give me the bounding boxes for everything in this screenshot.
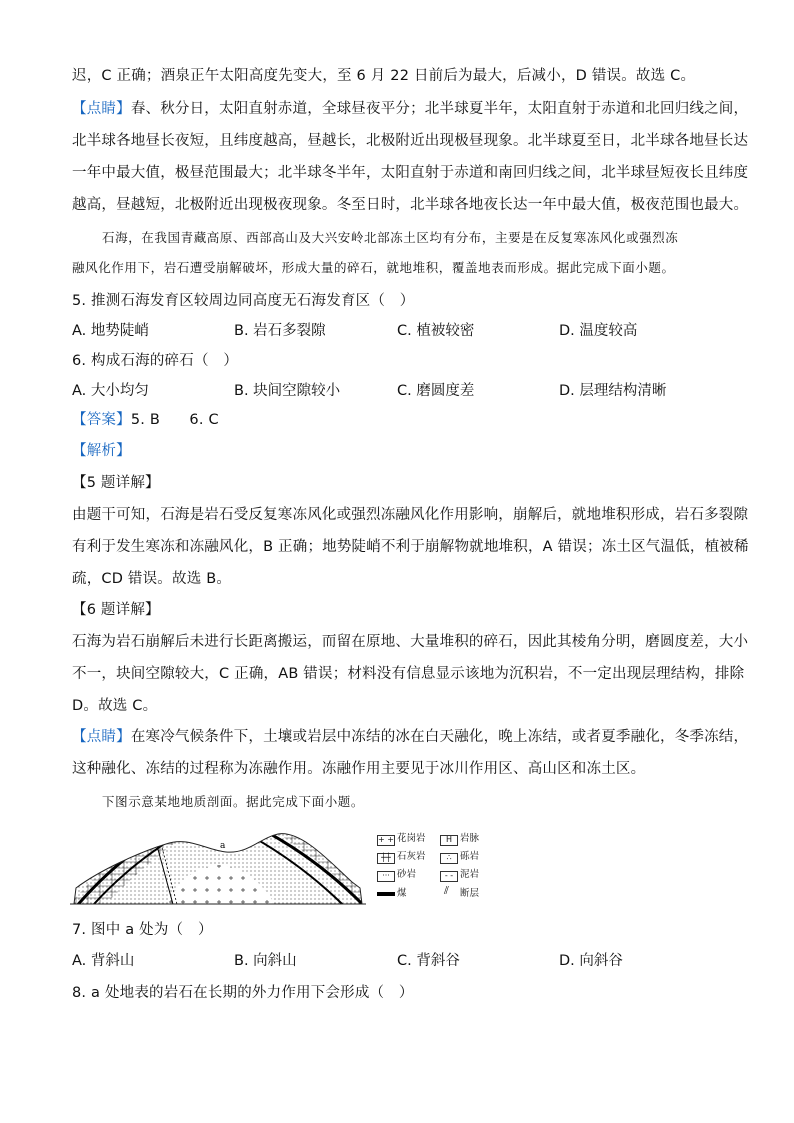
legend-coal-label: 煤	[397, 888, 407, 899]
q5-option-b: B. 岩石多裂隙	[234, 323, 326, 339]
mudstone-swatch: - -	[440, 871, 458, 882]
legend-fault-label: 断层	[460, 888, 480, 899]
q7-option-b: B. 向斜山	[234, 953, 297, 969]
q7-option-a: A. 背斜山	[72, 953, 135, 969]
text-line: 疏，CD 错误。故选 B。	[72, 571, 232, 587]
conglomerate-swatch: ∴	[440, 853, 458, 864]
q5-option-a: A. 地势陡峭	[72, 323, 149, 339]
fault-swatch: ⫽	[444, 884, 449, 897]
detail-6-tag: 【6 题详解】	[72, 602, 160, 618]
q6-option-a: A. 大小均匀	[72, 383, 149, 399]
text-line: 北半球各地昼长夜短，且纬度越高，昼越长，北极附近出现极昼现象。北半球夏至日，北半球各地昼长达	[72, 133, 749, 149]
dianjing-2-line-1	[72, 727, 749, 747]
legend-limestone-label: 石灰岩	[397, 851, 426, 862]
legend-granite-label: 花岗岩	[397, 833, 426, 844]
answer-line	[72, 410, 724, 430]
text-line: 在寒冷气候条件下，土壤或岩层中冻结的冰在白天融化，晚上冻结，或者夏季融化，冬季冻结，	[130, 729, 749, 745]
question-8-stem: 8. a 处地表的岩石在长期的外力作用下会形成（ ）	[72, 985, 414, 1001]
question-5-stem: 5. 推测石海发育区较周边同高度无石海发育区（ ）	[72, 293, 415, 309]
intro-text: 融风化作用下，岩石遭受崩解破坏，形成大量的碎石，就地堆积，覆盖地表而形成。据此完成下面小题。	[72, 260, 675, 275]
q6-option-d: D. 层理结构清晰	[559, 383, 667, 399]
analysis-tag: 【解析】	[72, 443, 131, 459]
q5-option-c: C. 植被较密	[397, 323, 475, 339]
legend-dike-label: 岩脉	[460, 833, 480, 844]
legend-mudstone-label: 泥岩	[460, 869, 480, 880]
text-line: 石海为岩石崩解后未进行长距离搬运，而留在原地、大量堆积的碎石，因此其棱角分明，磨圆度差，大小	[72, 634, 749, 650]
answer-tag: 【答案】	[72, 412, 131, 428]
q6-option-c: C. 磨圆度差	[397, 383, 475, 399]
detail-5-tag: 【5 题详解】	[72, 475, 160, 491]
text-line: 有利于发生寒冻和冻融风化，B 正确；地势陡峭不利于崩解物就地堆积，A 错误；冻土区气温低，植被稀	[72, 539, 749, 555]
coal-swatch	[377, 892, 395, 896]
text-line: 由题干可知，石海是岩石受反复寒冻风化或强烈冻融风化作用影响，崩解后，就地堆积形成，岩石多裂隙	[72, 507, 749, 523]
question-7-stem: 7. 图中 a 处为（ ）	[72, 922, 213, 938]
intro-text: 下图示意某地地质剖面。据此完成下面小题。	[102, 794, 365, 809]
dike-swatch: H	[440, 835, 458, 846]
point-a-label: a	[220, 841, 226, 851]
dianjing-1-line-1	[72, 99, 749, 119]
intro-text: 石海，在我国青藏高原、西部高山及大兴安岭北部冻土区均有分布，主要是在反复寒冻风化或强烈冻	[102, 230, 679, 245]
q7-option-c: C. 背斜谷	[397, 953, 460, 969]
text-line: 越高，昼越短，北极附近出现极夜现象。冬至日时，北半球各地夜长达一年中最大值，极夜范围也最大。	[72, 197, 749, 213]
text-line: D。故选 C。	[72, 698, 158, 714]
legend-sandstone-label: 砂岩	[397, 869, 417, 880]
granite-swatch: + +	[378, 835, 394, 844]
limestone-swatch: ┼┼	[377, 853, 395, 864]
q5-option-d: D. 温度较高	[559, 323, 638, 339]
sandstone-swatch: ···	[377, 871, 395, 882]
geological-section-diagram	[70, 826, 370, 908]
answer-text: 5. B 6. C	[130, 412, 219, 428]
dianjing-tag: 【点睛】	[72, 101, 131, 117]
legend-conglomerate-label: 砾岩	[460, 851, 480, 862]
text-line: 一年中最大值，极昼范围最大；北半球冬半年，太阳直射于赤道和南回归线之间，北半球昼短夜长且纬度	[72, 165, 749, 181]
text-line: 这种融化、冻结的过程称为冻融作用。冻融作用主要见于冰川作用区、高山区和冻土区。	[72, 761, 646, 777]
text-line: 不一，块间空隙较大，C 正确，AB 错误；材料没有信息显示该地为沉积岩，不一定出现层理结构，排除	[72, 666, 745, 682]
text-line: 迟，C 正确；酒泉正午太阳高度先变大，至 6 月 22 日前后为最大，后减小，D 错误。故选 C。	[72, 68, 696, 84]
q6-option-b: B. 块间空隙较小	[234, 383, 341, 399]
question-6-stem: 6. 构成石海的碎石（ ）	[72, 353, 239, 369]
text-line: 春、秋分日，太阳直射赤道，全球昼夜平分；北半球夏半年，太阳直射于赤道和北回归线之间，	[130, 101, 749, 117]
dianjing-tag: 【点睛】	[72, 729, 131, 745]
q7-option-d: D. 向斜谷	[559, 953, 623, 969]
